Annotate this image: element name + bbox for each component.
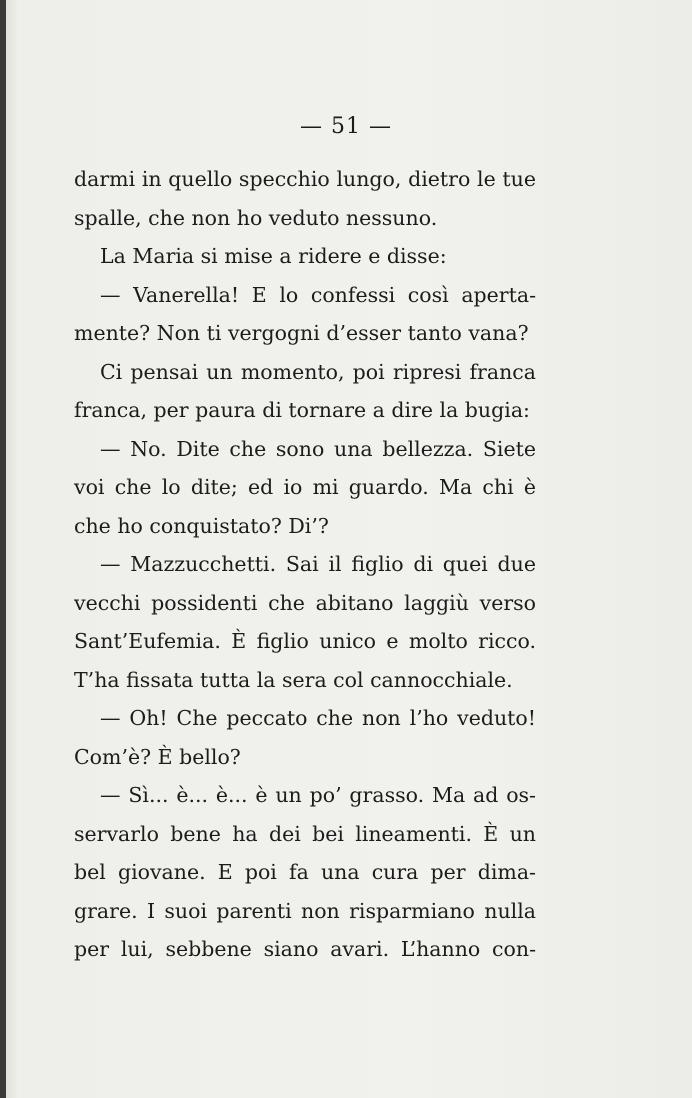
text-line: — Vanerella! E lo confessi così aperta- <box>100 282 536 307</box>
text-line: che ho conquistato? Di’? <box>74 513 329 538</box>
text-line: Sant’Eufemia. È figlio unico e molto ricco. <box>74 629 536 653</box>
text-line: darmi in quello specchio lungo, dietro le tue <box>74 167 536 191</box>
text-line: La Maria si mise a ridere e disse: <box>100 244 447 268</box>
page-number-header: — 51 — <box>300 114 392 139</box>
text-line: Ci pensai un momento, poi ripresi franca <box>100 359 536 384</box>
body-text <box>74 160 536 969</box>
text-line: — Oh! Che peccato che non l’ho veduto! <box>100 706 536 730</box>
text-line: — Mazzucchetti. Sai il figlio di quei due <box>100 552 536 576</box>
text-line: Com’è? È bello? <box>74 744 241 769</box>
text-line: servarlo bene ha dei bei lineamenti. È un <box>74 821 536 846</box>
text-line: voi che lo dite; ed io mi guardo. Ma chi è <box>74 475 536 499</box>
text-line: T’ha fissata tutta la sera col cannocchiale. <box>74 667 513 692</box>
text-line: — No. Dite che sono una bellezza. Siete <box>100 436 536 461</box>
text-line: franca, per paura di tornare a dire la bugia: <box>74 398 530 422</box>
text-line: per lui, sebbene siano avari. L’hanno con- <box>74 937 536 961</box>
text-line: vecchi possidenti che abitano laggiù verso <box>74 590 536 615</box>
text-line: bel giovane. E poi fa una cura per dima- <box>74 860 536 884</box>
text-line: mente? Non ti vergogni d’esser tanto vana? <box>74 321 529 345</box>
text-line: spalle, che non ho veduto nessuno. <box>74 205 438 230</box>
text-line: — Sì... è... è... è un po’ grasso. Ma ad os- <box>100 783 536 807</box>
text-line: grare. I suoi parenti non risparmiano nulla <box>74 898 536 923</box>
